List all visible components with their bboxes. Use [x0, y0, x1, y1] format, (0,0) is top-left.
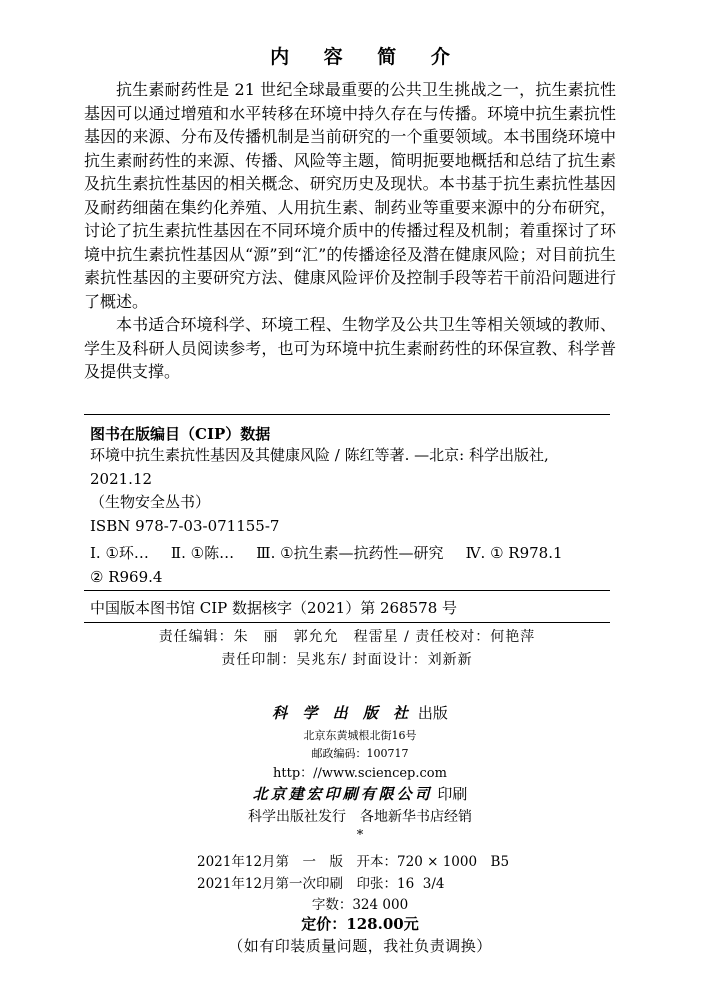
cip-entry-line: （生物安全丛书） [90, 493, 211, 511]
credits-line-printing: 责任印制：吴兆东/ 封面设计：刘新新 [221, 652, 473, 668]
cip-classification [90, 542, 610, 589]
cip-heading: 图书在版编目（CIP）数据 [90, 425, 271, 443]
cip-entry-line: 环境中抗生素抗性基因及其健康风险 / 陈红等著. —北京: 科学出版社, [90, 446, 549, 464]
quality-notice: （如有印装质量问题，我社负责调换） [228, 937, 492, 955]
publisher-name: 科 学 出 版 社 [272, 704, 414, 722]
cip-bottom-rule [84, 622, 610, 623]
cip-class-continuation: ② R969.4 [90, 567, 163, 586]
printer-name: 北京建宏印刷有限公司 [252, 785, 433, 803]
separator-star: * [356, 828, 364, 843]
cip-top-rule [84, 414, 610, 415]
cip-entry [90, 444, 610, 538]
cip-record-number: 中国版本图书馆 CIP 数据核字（2021）第 268578 号 [90, 599, 458, 617]
summary-paragraph-1: 抗生素耐药性是 21 世纪全球最重要的公共卫生挑战之一，抗生素抗性基因可以通过增殖和水平转移在环境中持久存在与传播。环境中抗生素抗性基因的来源、分布及传播机制是当前研究的一个重要领域。本书围绕环境中抗生素耐药性的来源、传播、风险等主题，简明扼要地概括和总结了抗生素及抗生素抗性基因的相关概念、研究历史及现状。本书基于抗生素抗性基因及耐药细菌在集约化养殖、人用抗生素、制药业等重要来源中的分布研究，讨论了抗生素抗性基因在不同环境介质中的传播过程及机制；着重探讨了环境中抗生素抗性基因从“源”到“汇”的传播途径及潜在健康风险；对目前抗生素抗性基因的主要研究方法、健康风险评价及控制手段等若干前沿问题进行了概述。 [84, 80, 616, 311]
cip-class-item: Ⅱ. ①陈… [170, 544, 235, 562]
publisher-action: 出版 [417, 704, 448, 722]
publisher-address: 北京东黄城根北街16号 [303, 729, 417, 742]
credits-line-editors: 责任编辑：朱 丽 郭允允 程雷星 / 责任校对：何艳萍 [158, 629, 536, 645]
printer-action: 印刷 [437, 785, 468, 803]
price: 定价：128.00元 [301, 915, 419, 933]
cip-class-item: Ⅰ. ①环… [90, 544, 149, 562]
cip-entry-line: ISBN 978-7-03-071155-7 [90, 516, 280, 535]
publisher-line [0, 702, 720, 723]
summary-paragraph-2: 本书适合环境科学、环境工程、生物学及公共卫生等相关领域的教师、学生及科研人员阅读参考，也可为环境中抗生素耐药性的环保宣教、科学普及提供支撑。 [84, 315, 616, 381]
cip-class-item: Ⅳ. ① R978.1 [465, 544, 563, 562]
word-count: 字数：324 000 [311, 897, 409, 913]
cip-mid-rule [84, 590, 610, 591]
summary-section [84, 78, 616, 384]
cip-entry-line: 2021.12 [90, 469, 153, 488]
cip-class-item: Ⅲ. ①抗生素—抗药性—研究 [256, 544, 444, 562]
publisher-postcode: 邮政编码：100717 [311, 747, 409, 760]
edition-line: 2021年12月第 一 版 开本：720 × 1000 B5 [197, 854, 510, 870]
printing-line: 2021年12月第一次印刷 印张：16 3/4 [197, 876, 445, 892]
printer-line [0, 783, 720, 804]
publisher-website: http：//www.sciencep.com [273, 766, 447, 781]
credits [84, 626, 610, 672]
distribution-line: 科学出版社发行 各地新华书店经销 [248, 809, 472, 825]
page-title: 内 容 简 介 [270, 46, 464, 68]
